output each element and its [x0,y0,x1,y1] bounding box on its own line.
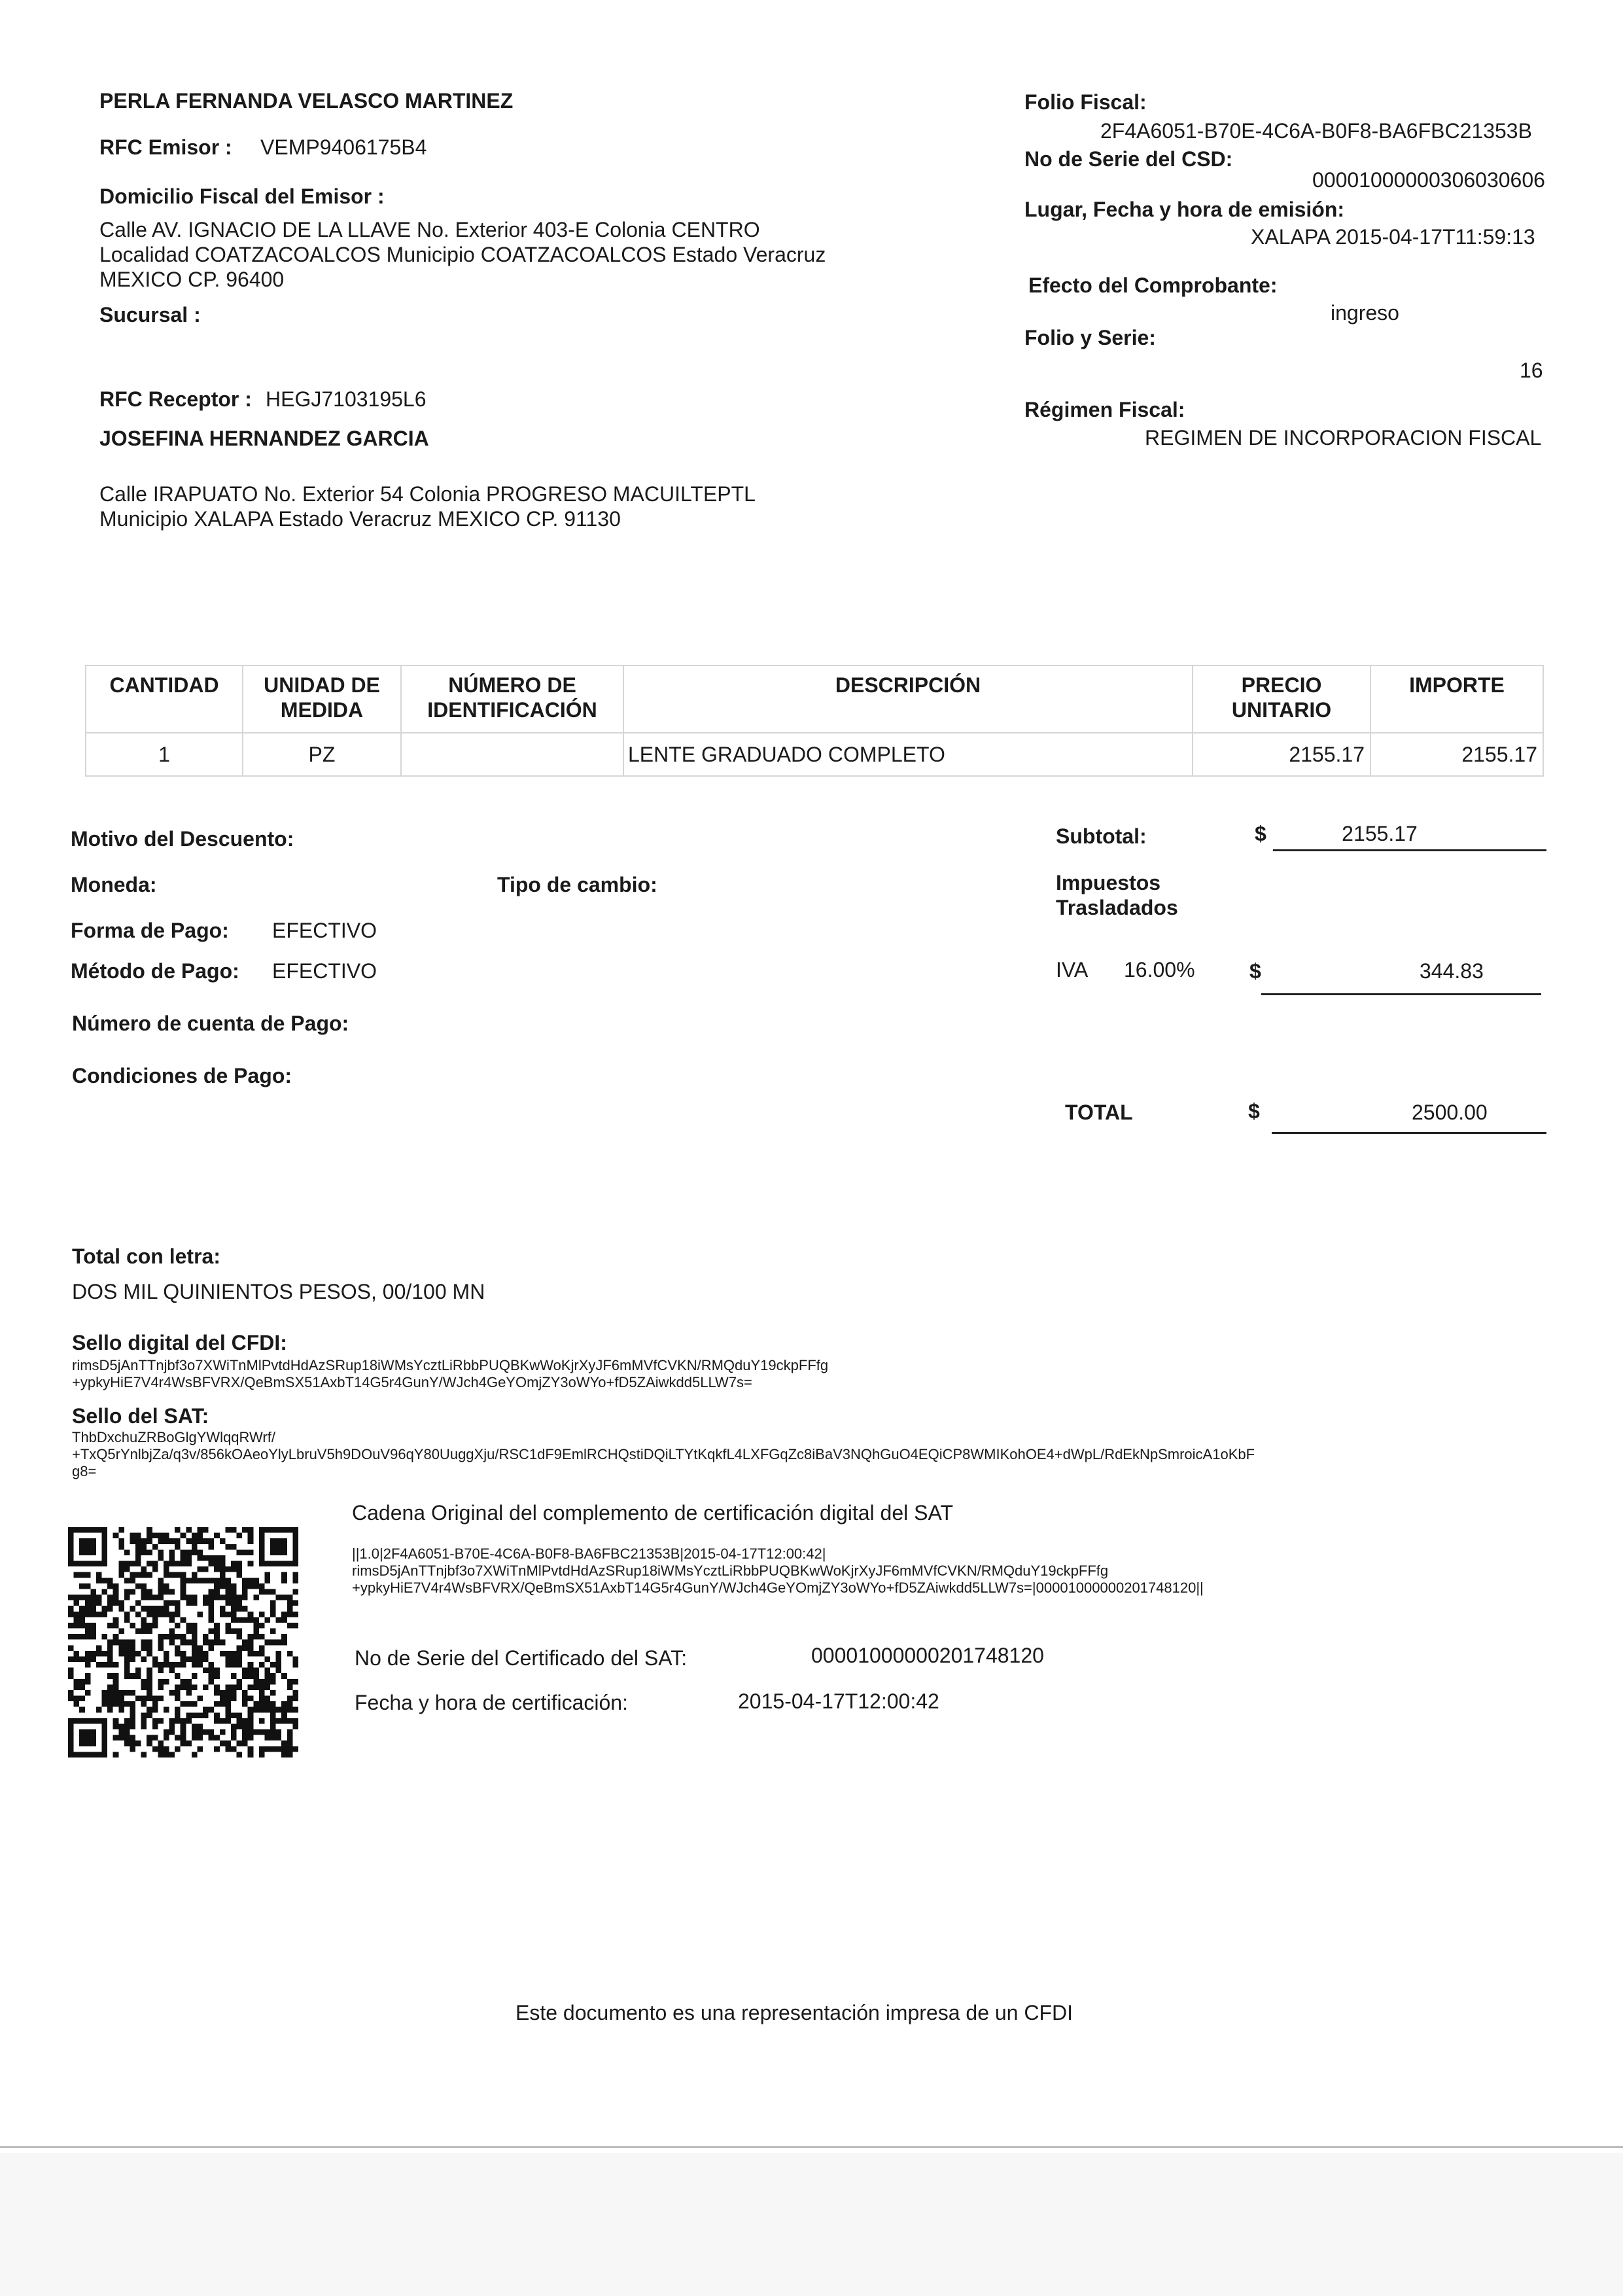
regimen-value: REGIMEN DE INCORPORACION FISCAL [1145,426,1542,450]
cadena-line: ||1.0|2F4A6051-B70E-4C6A-B0F8-BA6FBC21353B|2015-04-17T12:00:42| [352,1545,826,1562]
rfc-receptor-label: RFC Receptor : [99,387,252,411]
cell-importe: 2155.17 [1370,733,1543,776]
total-letra-label: Total con letra: [72,1245,220,1268]
total-value: 2500.00 [1412,1101,1488,1124]
qr-code-icon [65,1527,301,1757]
header-cantidad: CANTIDAD [86,665,243,733]
impuestos-trasladados-label [1056,870,1178,920]
rfc-receptor-value: HEGJ7103195L6 [266,387,427,411]
impuestos-label-line: Impuestos [1056,871,1161,894]
sello-line: g8= [72,1463,97,1479]
metodo-pago-label: Método de Pago: [71,959,239,983]
subtotal-label: Subtotal: [1056,824,1147,848]
sello-line: rimsD5jAnTTnjbf3o7XWiTnMlPvtdHdAzSRup18iWMsYcztLiRbbPUQBKwWoKjrXyJF6mMVfCVKN/RMQduY19ckpFFfg [72,1357,829,1373]
page-edge-divider [0,2146,1623,2148]
scan-bottom-margin [0,2153,1623,2296]
subtotal-underline [1273,849,1546,851]
iva-currency: $ [1249,959,1261,983]
lugar-fecha-value: XALAPA 2015-04-17T11:59:13 [1251,225,1535,249]
cadena-original-value [352,1545,1204,1597]
forma-pago-label: Forma de Pago: [71,919,229,942]
efecto-value: ingreso [1331,301,1399,325]
impuestos-label-line: Trasladados [1056,896,1178,919]
header-unidad: UNIDAD DE MEDIDA [243,665,401,733]
rfc-emisor-value: VEMP9406175B4 [260,135,427,159]
total-underline [1272,1132,1546,1134]
address-line: MEXICO CP. 96400 [99,268,285,291]
serie-certificado-value: 00001000000201748120 [811,1644,1044,1667]
lugar-fecha-label: Lugar, Fecha y hora de emisión: [1024,198,1345,221]
header-importe: IMPORTE [1370,665,1543,733]
receptor-name: JOSEFINA HERNANDEZ GARCIA [99,427,429,450]
address-line: Localidad COATZACOALCOS Municipio COATZACOALCOS Estado Veracruz [99,243,826,266]
serie-certificado-label: No de Serie del Certificado del SAT: [355,1646,688,1670]
table-header-row [86,665,1543,733]
serie-csd-value: 00001000000306030606 [1312,168,1545,192]
cadena-line: +ypkyHiE7V4r4WsBFVRX/QeBmSX51AxbT14G5r4GunY/WJch4GeYOmjZY3oWYo+fD5ZAiwkdd5LLW7s=|00001000000201748120|| [352,1580,1204,1596]
address-line: Calle IRAPUATO No. Exterior 54 Colonia PROGRESO MACUILTEPTL [99,482,756,506]
iva-rate: 16.00% [1124,958,1195,981]
cell-precio: 2155.17 [1193,733,1370,776]
forma-pago-value: EFECTIVO [272,919,377,942]
motivo-descuento-label: Motivo del Descuento: [71,827,294,851]
sello-cfdi-value [72,1357,828,1391]
address-line: Calle AV. IGNACIO DE LA LLAVE No. Exterior 403-E Colonia CENTRO [99,218,760,241]
sucursal-label: Sucursal : [99,303,201,327]
metodo-pago-value: EFECTIVO [272,959,377,983]
header-descripcion: DESCRIPCIÓN [623,665,1193,733]
fecha-certificacion-value: 2015-04-17T12:00:42 [738,1689,939,1713]
folio-fiscal-label: Folio Fiscal: [1024,90,1147,114]
folio-serie-label: Folio y Serie: [1024,326,1156,349]
condiciones-pago-label: Condiciones de Pago: [72,1064,292,1087]
moneda-label: Moneda: [71,873,157,896]
serie-csd-label: No de Serie del CSD: [1024,147,1233,171]
rfc-emisor-label: RFC Emisor : [99,135,232,159]
fecha-certificacion-label: Fecha y hora de certificación: [355,1691,628,1714]
subtotal-value: 2155.17 [1342,822,1418,845]
iva-underline [1261,993,1541,995]
total-label: TOTAL [1065,1101,1133,1124]
folio-serie-value: 16 [1520,359,1543,382]
sello-cfdi-label: Sello digital del CFDI: [72,1331,287,1354]
domicilio-receptor-address [99,482,756,531]
iva-label: IVA [1056,958,1089,981]
cadena-original-label: Cadena Original del complemento de certificación digital del SAT [352,1501,953,1525]
header-numero: NÚMERO DE IDENTIFICACIÓN [401,665,623,733]
cell-unidad: PZ [243,733,401,776]
address-line: Municipio XALAPA Estado Veracruz MEXICO CP. 91130 [99,507,621,531]
table-row [86,733,1543,776]
sello-line: +ypkyHiE7V4r4WsBFVRX/QeBmSX51AxbT14G5r4GunY/WJch4GeYOmjZY3oWYo+fD5ZAiwkdd5LLW7s= [72,1374,752,1390]
sello-sat-label: Sello del SAT: [72,1404,209,1428]
footer-note: Este documento es una representación impresa de un CFDI [515,2001,1073,2024]
sello-line: ThbDxchuZRBoGlgYWlqqRWrf/ [72,1429,275,1445]
tipo-cambio-label: Tipo de cambio: [497,873,657,896]
domicilio-emisor-address [99,217,826,292]
emisor-name: PERLA FERNANDA VELASCO MARTINEZ [99,89,514,113]
cell-numero [401,733,623,776]
total-currency: $ [1248,1099,1260,1123]
folio-fiscal-value: 2F4A6051-B70E-4C6A-B0F8-BA6FBC21353B [1100,119,1532,143]
header-precio: PRECIO UNITARIO [1193,665,1370,733]
subtotal-currency: $ [1255,822,1266,845]
cell-descripcion: LENTE GRADUADO COMPLETO [623,733,1193,776]
iva-value: 344.83 [1420,959,1484,983]
sello-line: +TxQ5rYnlbjZa/q3v/856kOAeoYlyLbruV5h9DOuV96qY80UuggXju/RSC1dF9EmlRCHQstiDQiLTYtKqkfL4LXFGqZc8iBaV3NQhGuO4EQiCP8WMIKohOE4+dWpL/RdEkNpSmroicA1oKbF [72,1446,1255,1462]
sello-sat-value [72,1429,1255,1480]
cadena-line: rimsD5jAnTTnjbf3o7XWiTnMlPvtdHdAzSRup18iWMsYcztLiRbbPUQBKwWoKjrXyJF6mMVfCVKN/RMQduY19ckpFFfg [352,1563,1109,1579]
items-table [85,665,1544,777]
domicilio-emisor-label: Domicilio Fiscal del Emisor : [99,185,385,208]
regimen-label: Régimen Fiscal: [1024,398,1185,421]
total-letra-value: DOS MIL QUINIENTOS PESOS, 00/100 MN [72,1280,485,1303]
numero-cuenta-label: Número de cuenta de Pago: [72,1012,349,1035]
efecto-label: Efecto del Comprobante: [1028,274,1278,297]
cell-cantidad: 1 [86,733,243,776]
